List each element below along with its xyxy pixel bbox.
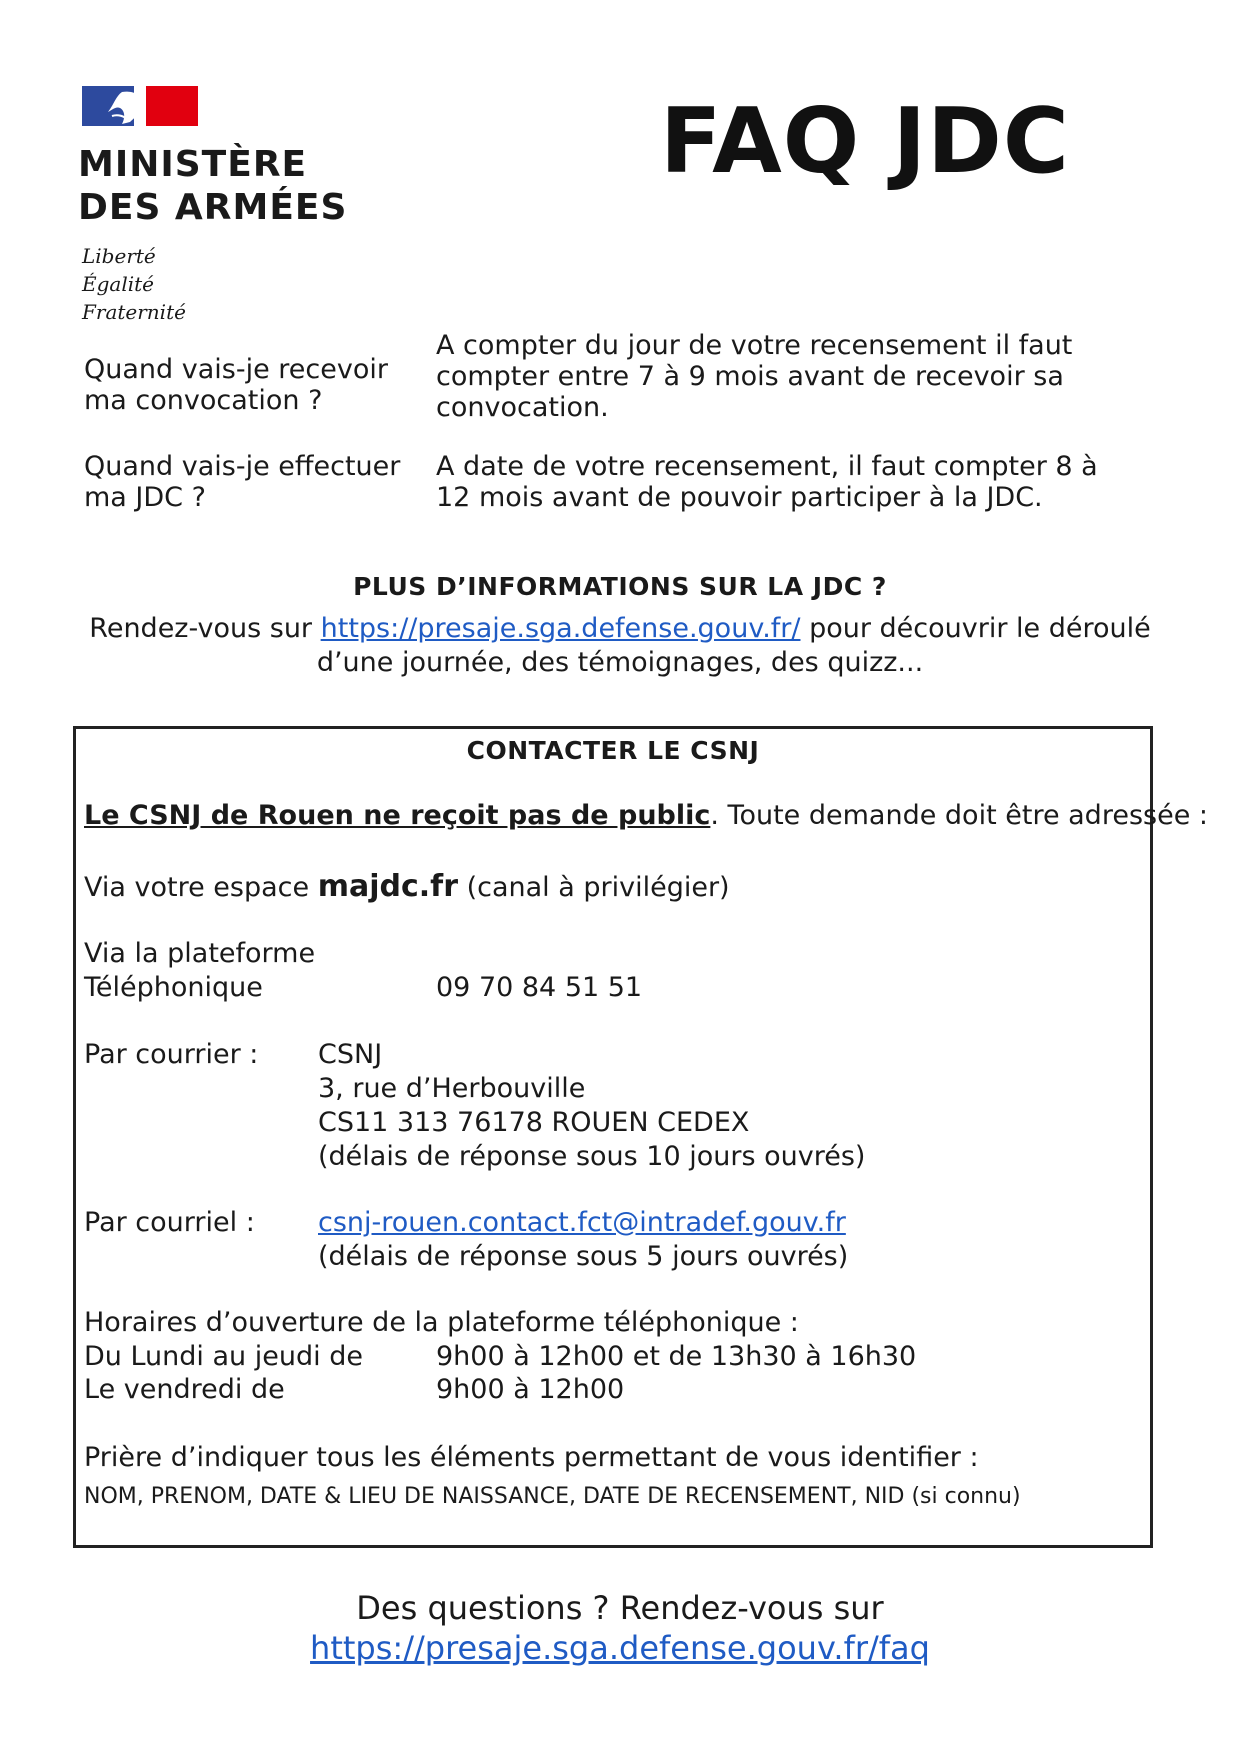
- faq-answer-1: [436, 330, 1072, 423]
- ministry-line-1: MINISTÈRE: [78, 144, 308, 185]
- ministry-name: [78, 143, 347, 229]
- footer: [0, 1588, 1240, 1668]
- mail-line-3: CS11 313 76178 ROUEN CEDEX: [318, 1107, 750, 1138]
- faq-question-1-line-2: ma convocation ?: [84, 385, 323, 416]
- email-link[interactable]: csnj-rouen.contact.fct@intradef.gouv.fr: [318, 1207, 846, 1238]
- contact-espace: [84, 870, 730, 905]
- hours-title: Horaires d’ouverture de la plateforme téléphonique :: [84, 1307, 799, 1338]
- ministry-line-2: DES ARMÉES: [78, 187, 348, 228]
- phone-label-line-2: Téléphonique: [84, 972, 263, 1003]
- faq-answer-1-line-3: convocation.: [436, 392, 609, 423]
- faq-answer-2-line-1: A date de votre recensement, il faut compter 8 à: [436, 451, 1098, 482]
- phone-number[interactable]: 09 70 84 51 51: [436, 972, 643, 1003]
- faq-answer-2: [436, 451, 1098, 513]
- email-delay: (délais de réponse sous 5 jours ouvrés): [318, 1241, 849, 1272]
- faq-question-2: [84, 451, 400, 513]
- motto-liberte: Liberté: [82, 244, 156, 268]
- mail-address: [318, 1038, 865, 1174]
- faq-answer-1-line-1: A compter du jour de votre recensement il faut: [436, 330, 1073, 361]
- footer-line-1: Des questions ? Rendez-vous sur: [356, 1589, 884, 1627]
- mail-line-4: (délais de réponse sous 10 jours ouvrés): [318, 1141, 866, 1172]
- email-label: Par courriel :: [84, 1207, 255, 1238]
- phone-label: [84, 937, 315, 1005]
- espace-prefix: Via votre espace: [84, 872, 318, 903]
- marianne-logo: [82, 86, 198, 126]
- more-info-title: PLUS D’INFORMATIONS SUR LA JDC ?: [353, 572, 887, 601]
- faq-answer-2-line-2: 12 mois avant de pouvoir participer à la JDC.: [436, 482, 1043, 513]
- hours-days-2: Le vendredi de: [84, 1374, 285, 1405]
- email-block: [318, 1206, 848, 1274]
- contact-intro-bold: Le CSNJ de Rouen ne reçoit pas de public: [84, 800, 711, 831]
- identify-title: Prière d’indiquer tous les éléments permettant de vous identifier :: [84, 1442, 979, 1473]
- more-info-line-2: d’une journée, des témoignages, des quizz...: [316, 647, 924, 678]
- mail-line-1: CSNJ: [318, 1039, 383, 1070]
- hours-days-1: Du Lundi au jeudi de: [84, 1341, 363, 1372]
- contact-intro: [84, 799, 1208, 833]
- faq-question-1: [84, 354, 388, 416]
- mail-label: Par courrier :: [84, 1039, 259, 1070]
- republic-motto: [82, 242, 186, 326]
- faq-link[interactable]: https://presaje.sga.defense.gouv.fr/faq: [310, 1629, 930, 1667]
- contact-title: CONTACTER LE CSNJ: [466, 736, 760, 765]
- more-info-text: [0, 612, 1240, 680]
- more-info-line-1: [0, 612, 1240, 646]
- presaje-link[interactable]: https://presaje.sga.defense.gouv.fr/: [320, 613, 801, 644]
- motto-fraternite: Fraternité: [82, 300, 186, 324]
- mail-line-2: 3, rue d’Herbouville: [318, 1073, 586, 1104]
- more-info-prefix: Rendez-vous sur: [89, 613, 321, 644]
- contact-intro-rest: . Toute demande doit être adressée :: [710, 800, 1208, 831]
- identify-fields: NOM, PRENOM, DATE & LIEU DE NAISSANCE, DATE DE RECENSEMENT, NID (si connu): [84, 1484, 1021, 1509]
- faq-answer-1-line-2: compter entre 7 à 9 mois avant de recevoir sa: [436, 361, 1064, 392]
- majdc-site[interactable]: majdc.fr: [317, 869, 458, 904]
- faq-question-2-line-2: ma JDC ?: [84, 482, 206, 513]
- faq-question-2-line-1: Quand vais-je effectuer: [84, 451, 401, 482]
- phone-label-line-1: Via la plateforme: [84, 938, 316, 969]
- more-info-suffix: pour découvrir le déroulé: [800, 613, 1151, 644]
- page-title: FAQ JDC: [660, 89, 1070, 194]
- espace-suffix: (canal à privilégier): [458, 872, 730, 903]
- motto-egalite: Égalité: [82, 272, 154, 296]
- hours-time-2: 9h00 à 12h00: [436, 1374, 625, 1405]
- faq-question-1-line-1: Quand vais-je recevoir: [84, 354, 388, 385]
- hours-time-1: 9h00 à 12h00 et de 13h30 à 16h30: [436, 1341, 917, 1372]
